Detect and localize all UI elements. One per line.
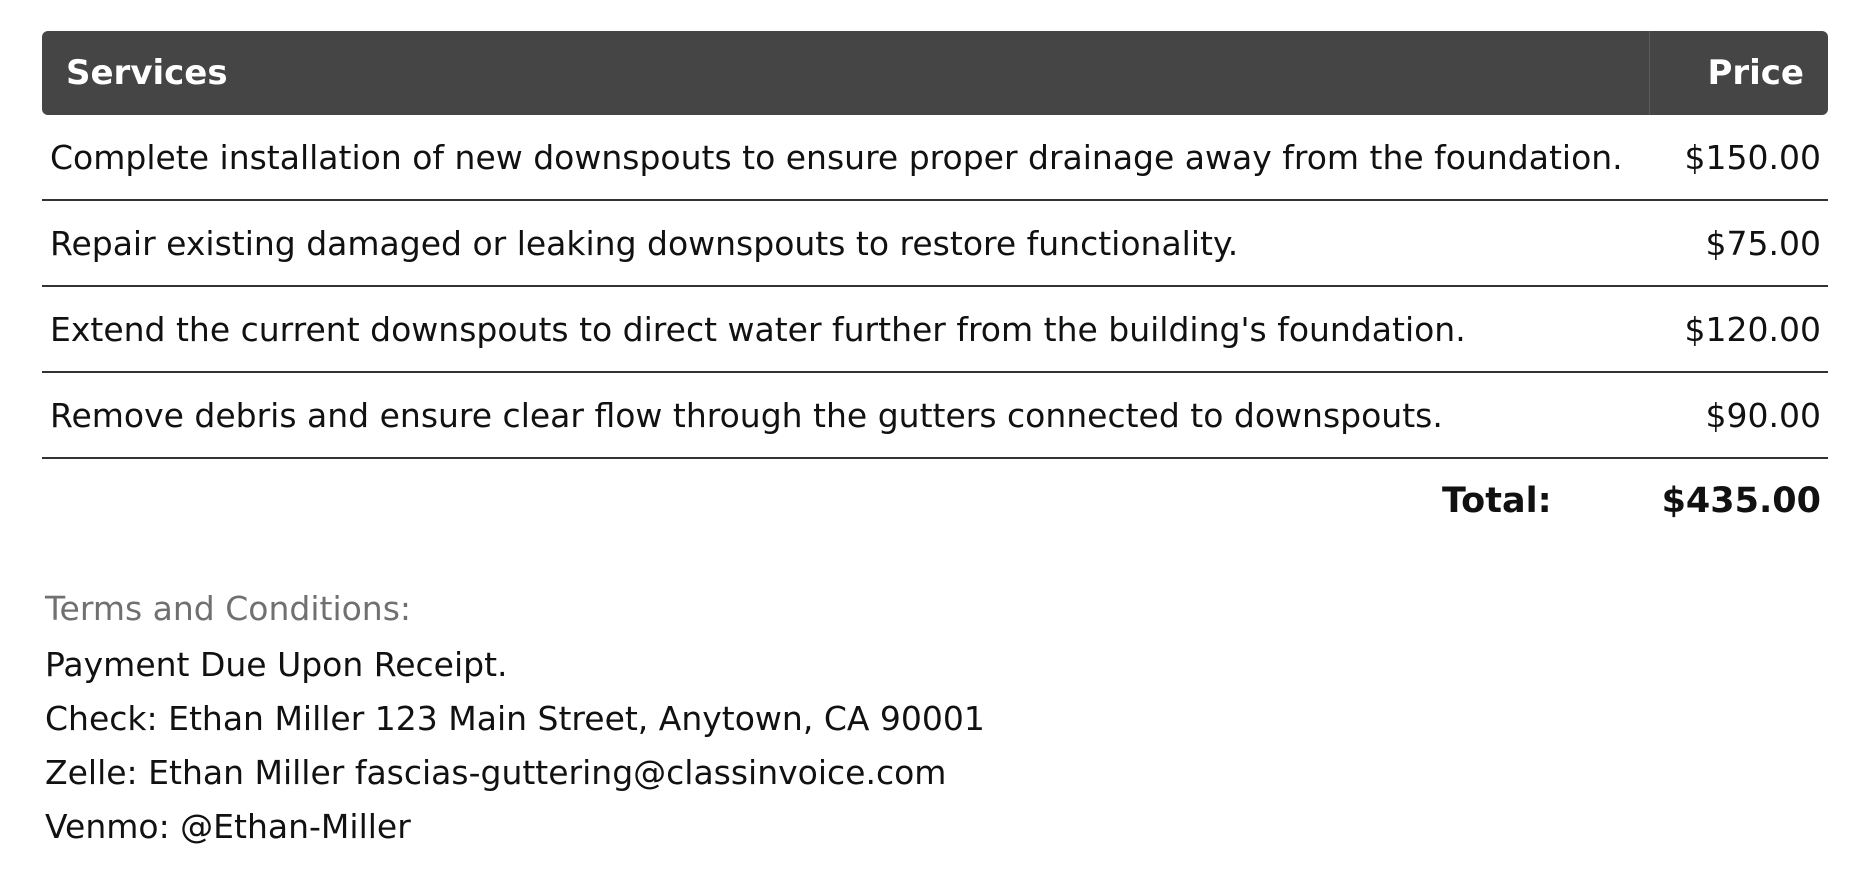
table-row <box>42 201 1828 287</box>
table-row <box>42 115 1828 201</box>
total-row <box>42 459 1828 543</box>
service-description: Extend the current downspouts to direct water further from the building's foundation. <box>50 309 1466 349</box>
table-row <box>42 373 1828 459</box>
check-payment-line: Check: Ethan Miller 123 Main Street, Anytown, CA 90001 <box>45 699 985 738</box>
service-price: $150.00 <box>1684 137 1821 177</box>
payment-due-line: Payment Due Upon Receipt. <box>45 645 508 684</box>
price-column-header: Price <box>1649 31 1828 115</box>
table-row <box>42 287 1828 373</box>
terms-and-conditions <box>45 582 985 854</box>
service-price: $90.00 <box>1705 395 1821 435</box>
service-description: Complete installation of new downspouts to ensure proper drainage away from the foundation. <box>50 137 1623 177</box>
services-column-header: Services <box>66 53 228 93</box>
total-value: $435.00 <box>1661 481 1821 521</box>
service-price: $75.00 <box>1705 223 1821 263</box>
service-price: $120.00 <box>1684 309 1821 349</box>
service-description: Repair existing damaged or leaking downspouts to restore functionality. <box>50 223 1239 263</box>
services-table <box>42 31 1828 543</box>
terms-title: Terms and Conditions: <box>45 589 412 628</box>
service-description: Remove debris and ensure clear flow through the gutters connected to downspouts. <box>50 395 1443 435</box>
total-label: Total: <box>1441 481 1552 521</box>
table-header <box>42 31 1828 115</box>
venmo-payment-line: Venmo: @Ethan-Miller <box>45 807 411 846</box>
zelle-payment-line: Zelle: Ethan Miller fascias-guttering@classinvoice.com <box>45 753 947 792</box>
